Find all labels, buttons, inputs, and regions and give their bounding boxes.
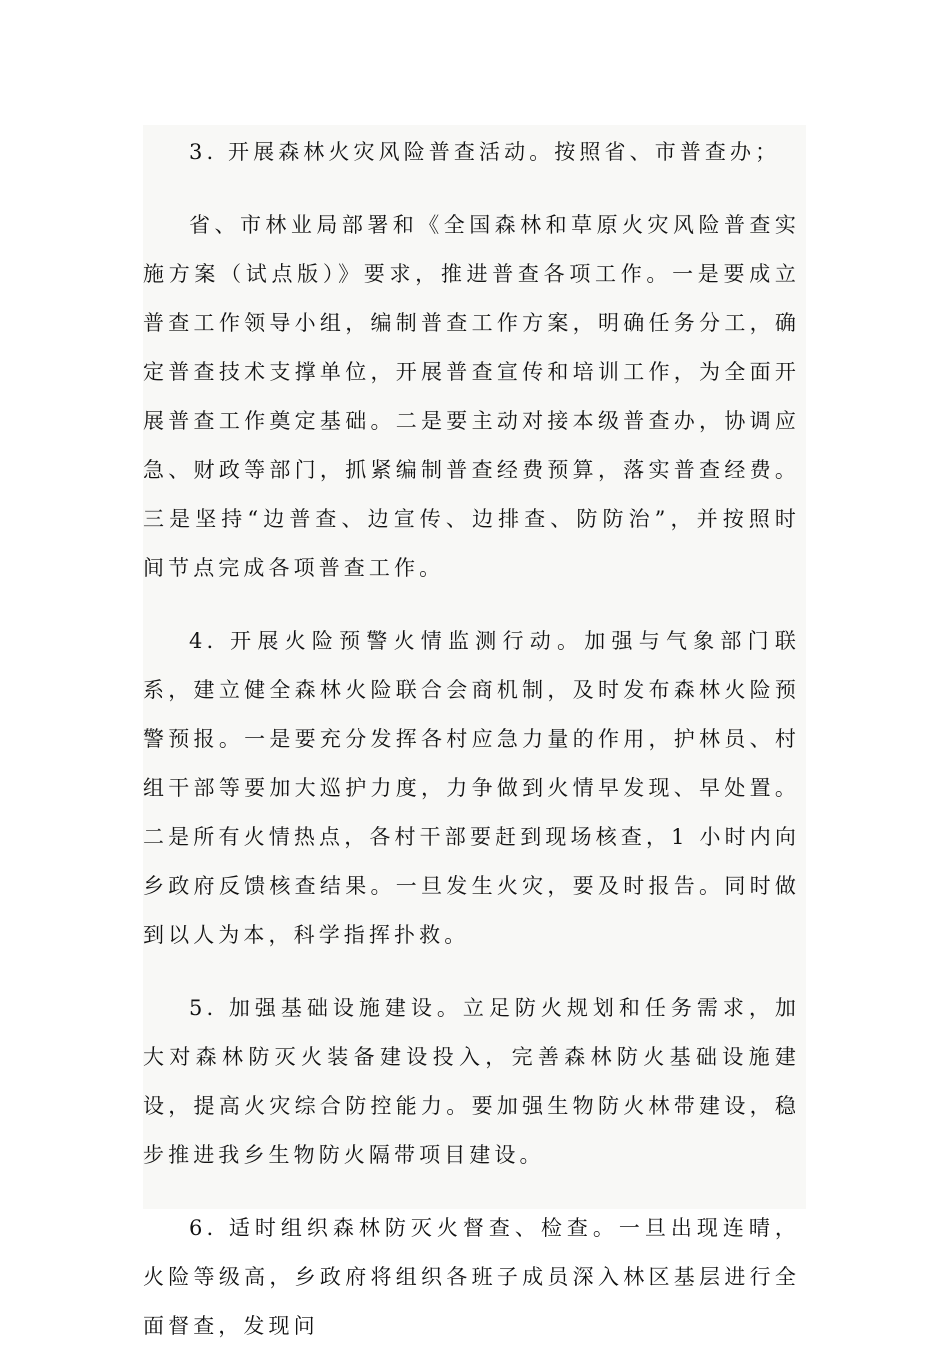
paragraph-item-6: 6. 适时组织森林防灭火督查、检查。一旦出现连晴，火险等级高，乡政府将组织各班子成员深入林区基层进行全面督查，发现问	[143, 1216, 800, 1338]
paragraph-item-5: 5. 加强基础设施建设。立足防火规划和任务需求，加大对森林防灭火装备建设投入，完善森林防火基础设施建设，提高火灾综合防控能力。要加强生物防火林带建设，稳步推进我乡生物防火隔带项目建设。	[143, 996, 800, 1167]
paragraph-census-details: 省、市林业局部署和《全国森林和草原火灾风险普查实施方案（试点版）》要求，推进普查各项工作。一是要成立普查工作领导小组，编制普查工作方案，明确任务分工，确定普查技术支撑单位，开展普查宣传和培训工作，为全面开展普查工作奠定基础。二是要主动对接本级普查办，协调应急、财政等部门，抓紧编制普查经费预算，落实普查经费。三是坚持“边普查、边宣传、边排查、防防治”，并按照时间节点完成各项普查工作。	[143, 213, 800, 580]
document-text-block	[143, 125, 806, 1338]
paragraph-item-3: 3. 开展森林火灾风险普查活动。按照省、市普查办；	[189, 140, 781, 164]
paragraph-item-4: 4. 开展火险预警火情监测行动。加强与气象部门联系，建立健全森林火险联合会商机制，及时发布森林火险预警预报。一是要充分发挥各村应急力量的作用，护林员、村组干部等要加大巡护力度，力争做到火情早发现、早处置。二是所有火情热点，各村干部要赶到现场核查，1 小时内向乡政府反馈核查结果。一旦发生火灾，要及时报告。同时做到以人为本，科学指挥扑救。	[143, 629, 800, 947]
